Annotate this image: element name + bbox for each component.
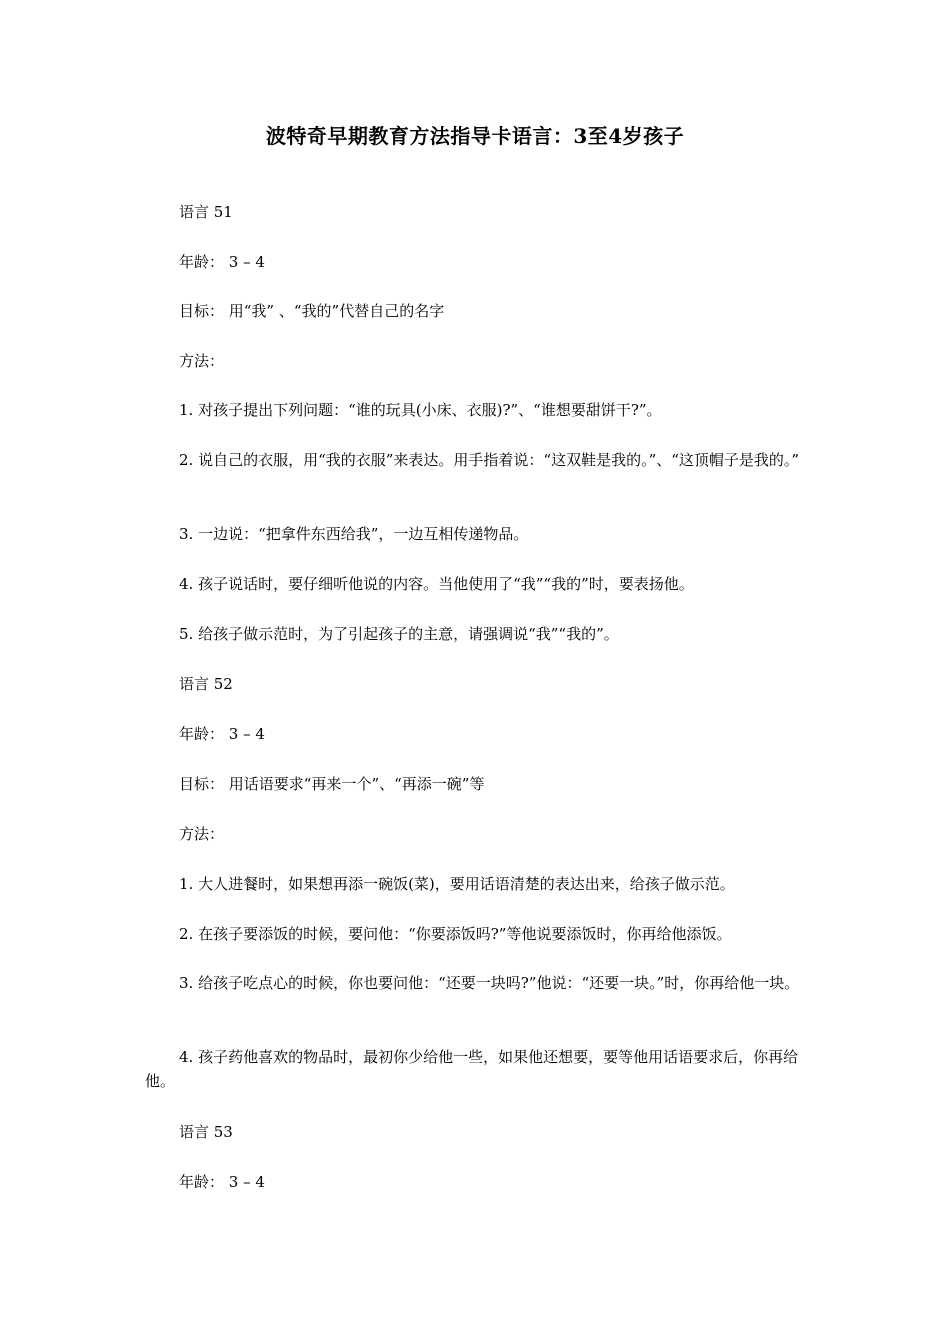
method-step: 4. 孩子说话时，要仔细听他说的内容。当他使用了“我”“我的”时，要表扬他。 [179, 575, 694, 593]
method-step: 2. 在孩子要添饭的时候，要问他：“你要添饭吗?”等他说要添饭时，你再给他添饭。 [179, 925, 732, 943]
method-step: 3. 一边说：“把拿件东西给我”，一边互相传递物品。 [179, 525, 529, 543]
age-line: 年龄： 3 – 4 [179, 253, 265, 271]
goal-line: 目标： 用“我” 、“我的”代替自己的名字 [179, 302, 445, 320]
method-step: 5. 给孩子做示范时，为了引起孩子的主意，请强调说“我”“我的”。 [179, 625, 619, 643]
method-label: 方法： [179, 825, 225, 843]
method-step: 1. 对孩子提出下列问题：“谁的玩具(小床、衣服)?”、“谁想要甜饼干?”。 [179, 401, 662, 419]
age-line: 年龄： 3 – 4 [179, 725, 265, 743]
section-heading-52: 语言 52 [179, 675, 233, 693]
document-title: 波特奇早期教育方法指导卡语言：3至4岁孩子 [265, 124, 685, 148]
method-step: 4. 孩子药他喜欢的物品时，最初你少给他一些，如果他还想要，要等他用话语要求后，你再给他。 [145, 1048, 799, 1090]
goal-line: 目标： 用话语要求“再来一个”、“再添一碗”等 [179, 775, 485, 793]
section-heading-51: 语言 51 [179, 203, 233, 221]
method-step: 1. 大人进餐时，如果想再添一碗饭(菜)，要用话语清楚的表达出来，给孩子做示范。 [179, 875, 735, 893]
age-line: 年龄： 3 – 4 [179, 1173, 265, 1191]
method-step: 3. 给孩子吃点心的时候，你也要问他：“还要一块吗?”他说：“还要一块。”时，你再给他一块。 [179, 974, 800, 992]
method-step: 2. 说自己的衣服，用“我的衣服”来表达。用手指着说：“这双鞋是我的。”、“这顶帽子是我的。” [179, 451, 800, 469]
section-heading-53: 语言 53 [179, 1123, 233, 1141]
method-label: 方法： [179, 352, 225, 370]
